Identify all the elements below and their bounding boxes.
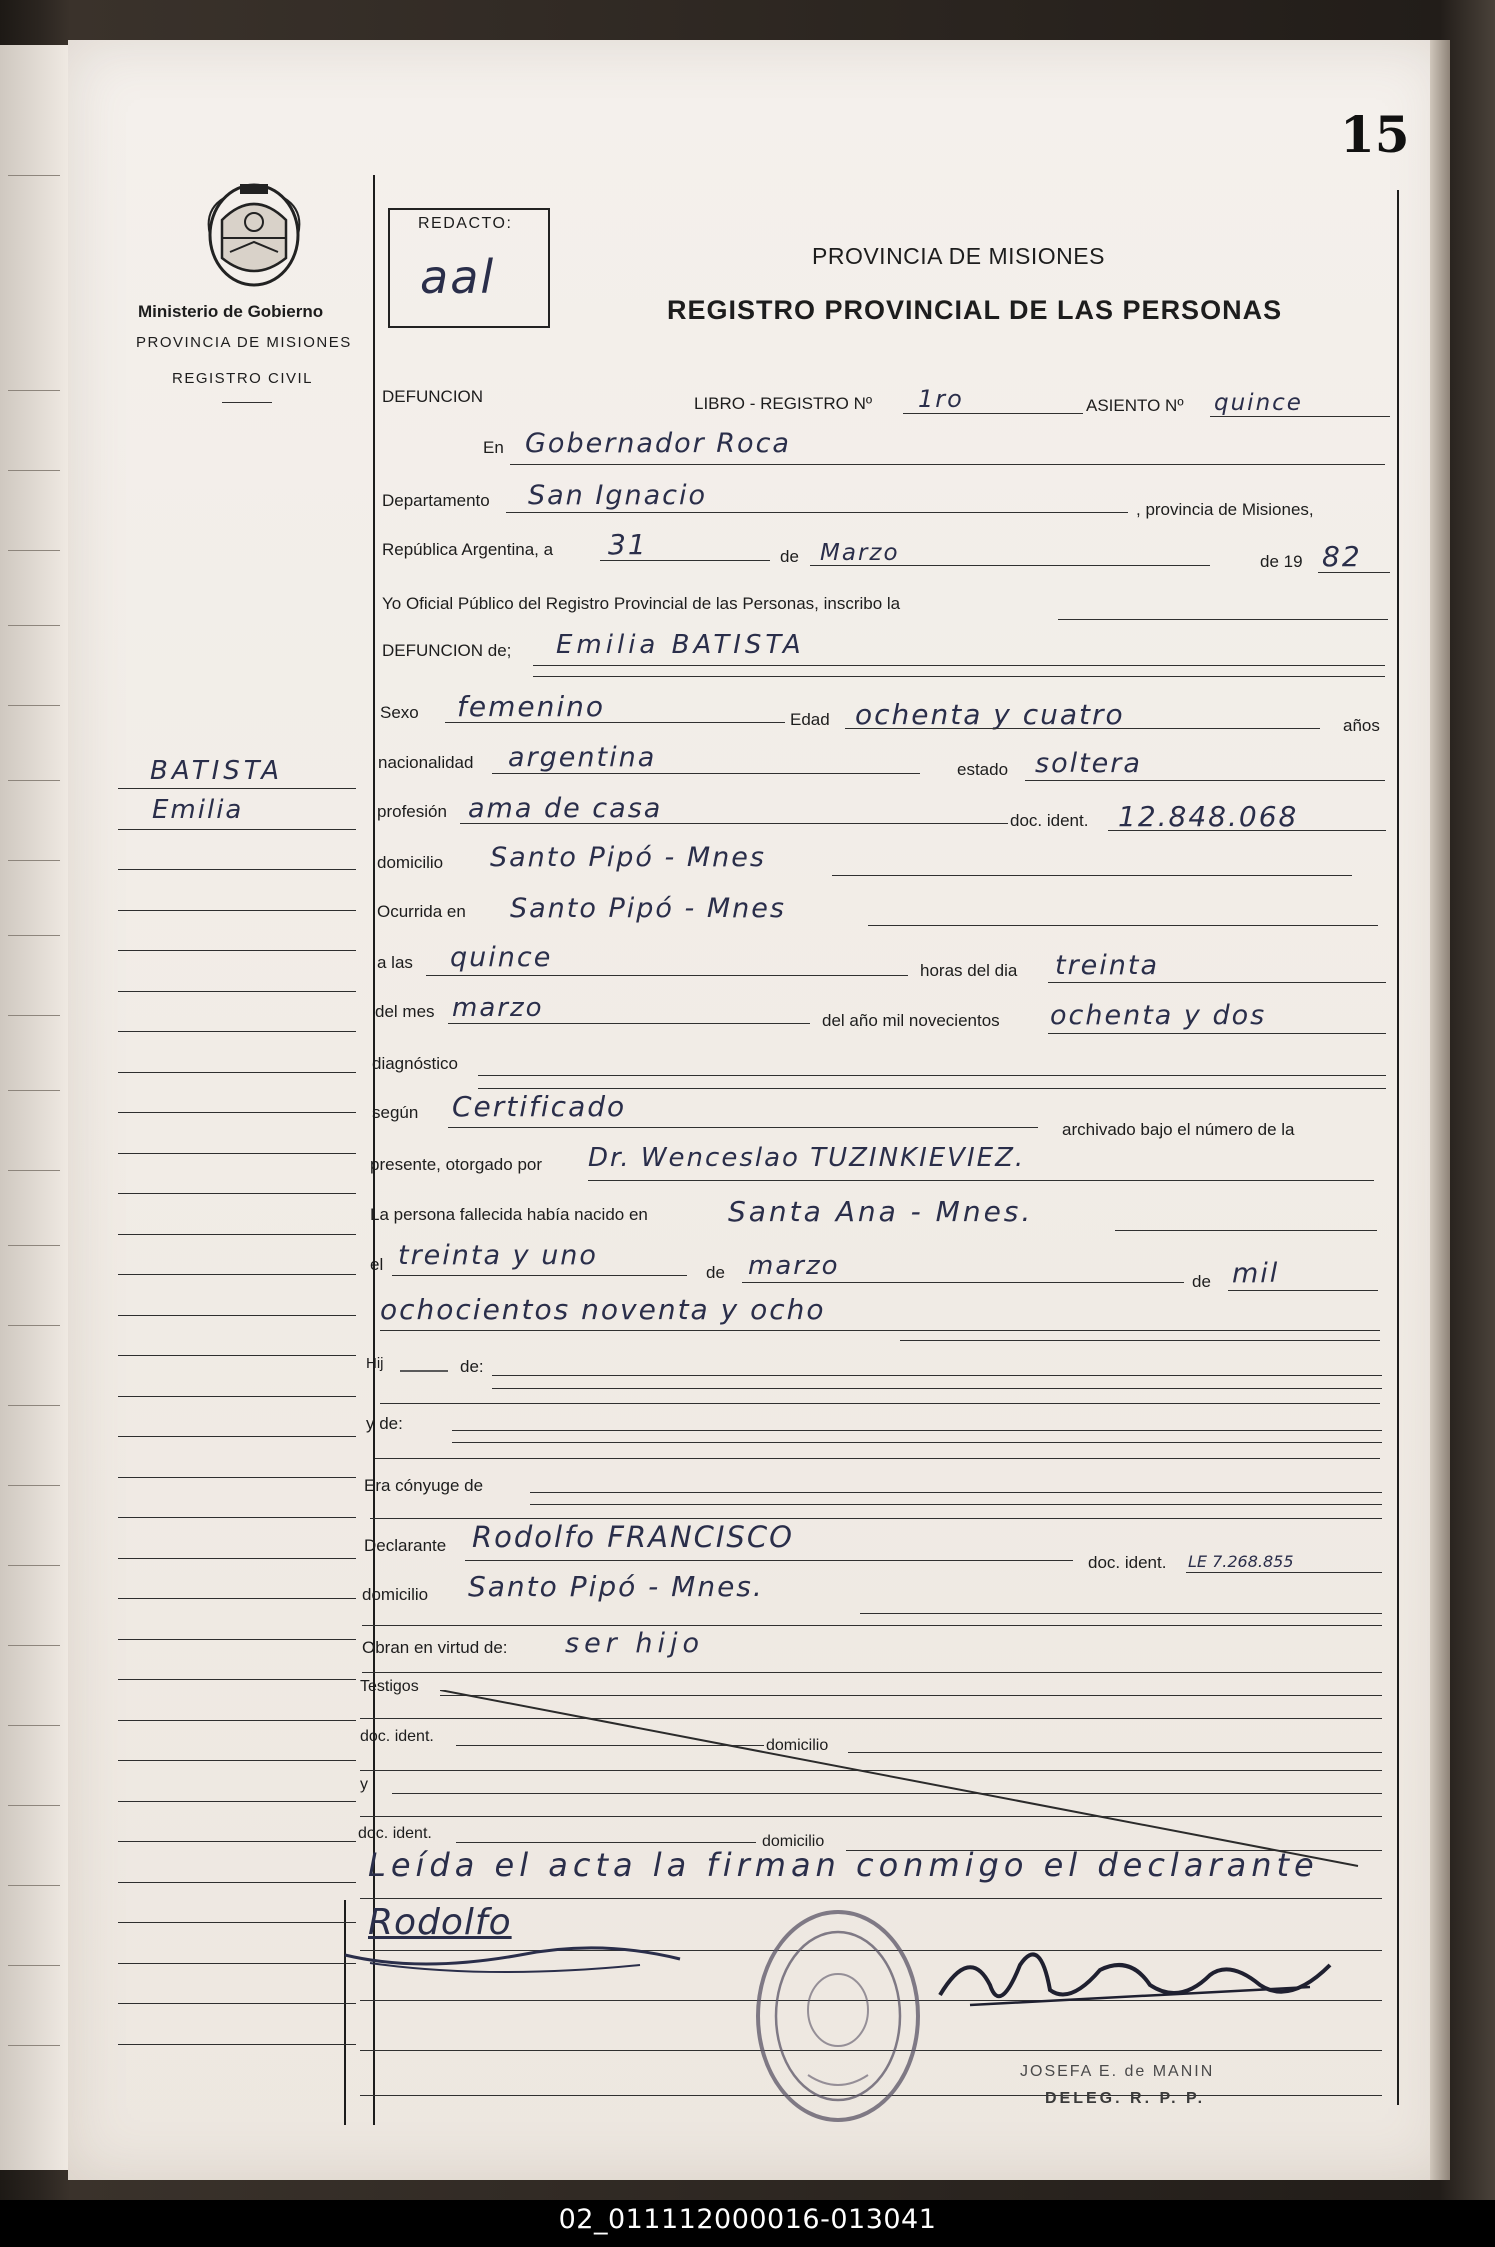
defuncion-de-value: Emilia BATISTA xyxy=(556,630,805,660)
margin-ruled-line xyxy=(118,950,356,951)
domicilio2-line-2 xyxy=(362,1625,1382,1626)
del-mes-label: del mes xyxy=(375,1002,435,1021)
testigos-label: Testigos xyxy=(360,1678,419,1695)
closing-note: Leída el acta la firman conmigo el declarante xyxy=(368,1846,1319,1884)
anio-mil-line xyxy=(1048,1033,1386,1034)
mes-value: Marzo xyxy=(820,540,900,566)
conyuge-line-2 xyxy=(530,1504,1382,1505)
nacionalidad-value: argentina xyxy=(508,742,657,773)
archivado-label: archivado bajo el número de la xyxy=(1062,1120,1295,1139)
mil-line xyxy=(1228,1290,1378,1291)
margin-ruled-line xyxy=(118,1841,356,1842)
margin-ruled-line xyxy=(118,1720,356,1721)
y-de-label: y de: xyxy=(366,1414,403,1433)
margin-ruled-line xyxy=(118,2003,356,2004)
anio-mil-value: ochenta y dos xyxy=(1050,1000,1267,1031)
declarant-signature: Rodolfo xyxy=(368,1902,512,1943)
profesion-label: profesión xyxy=(377,802,447,821)
hijo-dash xyxy=(400,1370,448,1372)
hijo-de-line-3 xyxy=(380,1403,1380,1404)
redacto-initials: aal xyxy=(420,250,496,304)
margin-ruled-line xyxy=(118,1396,356,1397)
registry-title: REGISTRO PROVINCIAL DE LAS PERSONAS xyxy=(667,295,1283,325)
previous-page-edge xyxy=(0,45,70,2170)
margin-name: Emilia xyxy=(152,795,244,825)
anio-value: 82 xyxy=(1322,540,1362,573)
republica-label: República Argentina, a xyxy=(382,540,554,559)
asiento-line xyxy=(1210,416,1390,417)
redacto-label: REDACTO: xyxy=(418,215,513,232)
mes-line xyxy=(810,565,1210,566)
ministry-label: Ministerio de Gobierno xyxy=(138,302,324,321)
coat-of-arms-icon xyxy=(200,180,308,290)
doc-ident-value: 12.848.068 xyxy=(1118,800,1299,833)
margin-ruled-line xyxy=(118,1760,356,1761)
sexo-label: Sexo xyxy=(380,703,419,722)
margin-ruled-line xyxy=(118,829,356,830)
margin-ruled-line xyxy=(118,1477,356,1478)
y-label: y xyxy=(360,1776,368,1793)
edad-label: Edad xyxy=(790,710,830,729)
hijo-de-line-2 xyxy=(492,1388,1382,1389)
horas-line xyxy=(1048,982,1386,983)
y-de-line-2 xyxy=(452,1442,1382,1443)
margin-ruled-line xyxy=(118,1639,356,1640)
de-anio-label: de 19 xyxy=(1260,552,1303,571)
profesion-value: ama de casa xyxy=(468,793,663,824)
nacionalidad-line xyxy=(492,773,920,774)
official-stamp-seal xyxy=(752,1905,924,2127)
province-title: PROVINCIA DE MISIONES xyxy=(812,243,1105,269)
ocurrida-line xyxy=(868,925,1378,926)
a-las-line xyxy=(426,975,908,976)
doc-ident4-label: doc. ident. xyxy=(358,1825,432,1842)
en-value: Gobernador Roca xyxy=(525,428,791,459)
margin-ruled-line xyxy=(118,1922,356,1923)
anio-nac-line-2 xyxy=(900,1340,1380,1341)
el-label: el xyxy=(370,1255,384,1274)
closing-line xyxy=(360,1898,1382,1899)
defuncion-de-line-2 xyxy=(533,676,1385,677)
otorgado-line xyxy=(588,1180,1374,1181)
libro-label: LIBRO - REGISTRO Nº xyxy=(694,394,873,413)
dia-line xyxy=(600,560,770,561)
act-type-label: DEFUNCION xyxy=(382,387,484,406)
el-line xyxy=(392,1275,687,1276)
province-left-label: PROVINCIA DE MISIONES xyxy=(136,334,352,351)
official-name: JOSEFA E. de MANIN xyxy=(1020,2063,1215,2080)
el-value: treinta y uno xyxy=(398,1240,598,1271)
margin-ruled-line xyxy=(118,1801,356,1802)
margin-ruled-line xyxy=(118,1598,356,1599)
right-column-rule xyxy=(1397,190,1399,2105)
ocurrida-value: Santo Pipó - Mnes xyxy=(510,893,786,924)
civil-registry-label: REGISTRO CIVIL xyxy=(172,370,314,387)
margin-ruled-line xyxy=(118,910,356,911)
ocurrida-label: Ocurrida en xyxy=(377,902,466,921)
doc-ident2-line xyxy=(1186,1572,1382,1573)
oficial-line xyxy=(1058,619,1388,620)
margin-ruled-line xyxy=(118,1112,356,1113)
doc-ident3-label: doc. ident. xyxy=(360,1728,434,1745)
margin-ruled-line xyxy=(118,1355,356,1356)
departamento-value: San Ignacio xyxy=(528,480,708,511)
de2-label: de xyxy=(706,1263,725,1282)
conyuge-label: Era cónyuge de xyxy=(364,1476,484,1495)
margin-ruled-line xyxy=(118,1234,356,1235)
sexo-line xyxy=(445,722,785,723)
hijo-de-label: de: xyxy=(460,1357,484,1376)
anios-label: años xyxy=(1343,716,1380,735)
edad-value: ochenta y cuatro xyxy=(855,698,1125,731)
de3-label: de xyxy=(1192,1272,1211,1291)
libro-line xyxy=(903,413,1083,414)
margin-ruled-line xyxy=(118,1882,356,1883)
margin-ruled-line xyxy=(118,1679,356,1680)
obran-label: Obran en virtud de: xyxy=(362,1638,508,1657)
margin-ruled-line xyxy=(118,1193,356,1194)
obran-value: ser hijo xyxy=(565,1628,704,1659)
oficial-text: Yo Oficial Público del Registro Provincial de las Personas, inscribo la xyxy=(382,594,901,613)
declarante-label: Declarante xyxy=(364,1536,447,1555)
diagnostico-line xyxy=(478,1075,1386,1076)
departamento-label: Departamento xyxy=(382,491,490,510)
page-number: 15 xyxy=(1340,105,1410,164)
del-mes-value: marzo xyxy=(452,993,544,1023)
margin-ruled-line xyxy=(118,1517,356,1518)
segun-value: Certificado xyxy=(452,1090,627,1123)
en-line xyxy=(510,464,1385,465)
margin-ruled-line xyxy=(118,1558,356,1559)
dia-value: 31 xyxy=(608,528,648,561)
margin-ruled-line xyxy=(118,1315,356,1316)
margin-ruled-line xyxy=(118,2044,356,2045)
anio-nac-line xyxy=(380,1330,1380,1331)
a-las-label: a las xyxy=(377,953,413,972)
doc-ident-line xyxy=(1108,830,1386,831)
horas-label: horas del dia xyxy=(920,961,1018,980)
otorgado-value: Dr. Wenceslao TUZINKIEVIEZ. xyxy=(588,1143,1026,1173)
sexo-value: femenino xyxy=(457,690,605,723)
en-label: En xyxy=(483,438,504,457)
segun-label: según xyxy=(372,1103,419,1122)
nacido-line xyxy=(1115,1230,1377,1231)
doc-ident-label: doc. ident. xyxy=(1010,811,1089,830)
hijo-de-line xyxy=(492,1375,1382,1376)
y-de-line xyxy=(452,1430,1382,1431)
defuncion-de-label: DEFUNCION de; xyxy=(382,641,512,660)
mes-nac-value: marzo xyxy=(748,1251,840,1281)
asiento-value: quince xyxy=(1214,390,1303,416)
domicilio2-line xyxy=(860,1613,1382,1614)
libro-value: 1ro xyxy=(918,385,964,413)
official-role: DELEG. R. P. P. xyxy=(1045,2090,1206,2107)
departamento-line xyxy=(506,512,1128,513)
estado-label: estado xyxy=(957,760,1009,779)
declarante-line xyxy=(465,1560,1073,1561)
domicilio4-label: domicilio xyxy=(762,1833,825,1850)
segun-line xyxy=(448,1127,1038,1128)
civil-registry-underline xyxy=(222,402,272,403)
official-signature xyxy=(930,1935,1350,2025)
estado-value: soltera xyxy=(1035,748,1142,779)
margin-ruled-line xyxy=(118,1963,356,1964)
diagnostico-line-2 xyxy=(478,1088,1386,1089)
conyuge-line xyxy=(530,1492,1382,1493)
conyuge-line-3 xyxy=(370,1518,1382,1519)
profesion-line xyxy=(460,823,1008,824)
margin-ruled-line xyxy=(118,991,356,992)
obran-line xyxy=(362,1672,1382,1673)
nacido-value: Santa Ana - Mnes. xyxy=(728,1195,1034,1228)
margin-ruled-line xyxy=(118,1072,356,1073)
margin-ruled-line xyxy=(118,1274,356,1275)
domicilio-line xyxy=(832,875,1352,876)
nacionalidad-label: nacionalidad xyxy=(378,753,474,772)
asiento-label: ASIENTO Nº xyxy=(1086,396,1184,415)
anio-line xyxy=(1318,572,1390,573)
nacido-label: La persona fallecida había nacido en xyxy=(370,1205,648,1224)
horas-value: treinta xyxy=(1055,950,1160,981)
domicilio2-value: Santo Pipó - Mnes. xyxy=(468,1570,764,1603)
margin-ruled-line xyxy=(118,1436,356,1437)
declarante-value: Rodolfo FRANCISCO xyxy=(472,1520,794,1554)
margin-ruled-line xyxy=(118,788,356,789)
diagnostico-label: diagnóstico xyxy=(372,1054,459,1073)
doc-ident2-value: LE 7.268.855 xyxy=(1188,1552,1294,1571)
mil-value: mil xyxy=(1232,1258,1280,1289)
margin-ruled-line xyxy=(118,1153,356,1154)
margin-ruled-line xyxy=(118,869,356,870)
margin-surname: BATISTA xyxy=(150,756,284,786)
edad-line xyxy=(845,728,1320,729)
image-caption: 02_011112000016-013041 xyxy=(558,2204,937,2235)
estado-line xyxy=(1025,780,1385,781)
provincia-suffix: , provincia de Misiones, xyxy=(1136,500,1314,519)
y-de-line-3 xyxy=(375,1458,1380,1459)
de-label: de xyxy=(780,547,799,566)
otorgado-label: presente, otorgado por xyxy=(370,1155,543,1174)
defuncion-de-line xyxy=(533,665,1385,666)
doc-ident2-label: doc. ident. xyxy=(1088,1553,1167,1572)
domicilio2-label: domicilio xyxy=(362,1585,429,1604)
anio-nac-value: ochocientos noventa y ocho xyxy=(380,1293,826,1326)
domicilio-label: domicilio xyxy=(377,853,444,872)
declarant-signature-flourish xyxy=(340,1925,700,1985)
domicilio-value: Santo Pipó - Mnes xyxy=(490,842,766,873)
margin-ruled-line xyxy=(118,1031,356,1032)
domicilio3-label: domicilio xyxy=(766,1737,829,1754)
anio-mil-label: del año mil novecientos xyxy=(822,1011,1000,1030)
page-edge-shadow xyxy=(1430,40,1450,2180)
del-mes-line xyxy=(448,1023,810,1024)
hijo-label: Hij xyxy=(366,1355,384,1372)
mes-nac-line xyxy=(742,1282,1184,1283)
a-las-value: quince xyxy=(450,942,553,973)
